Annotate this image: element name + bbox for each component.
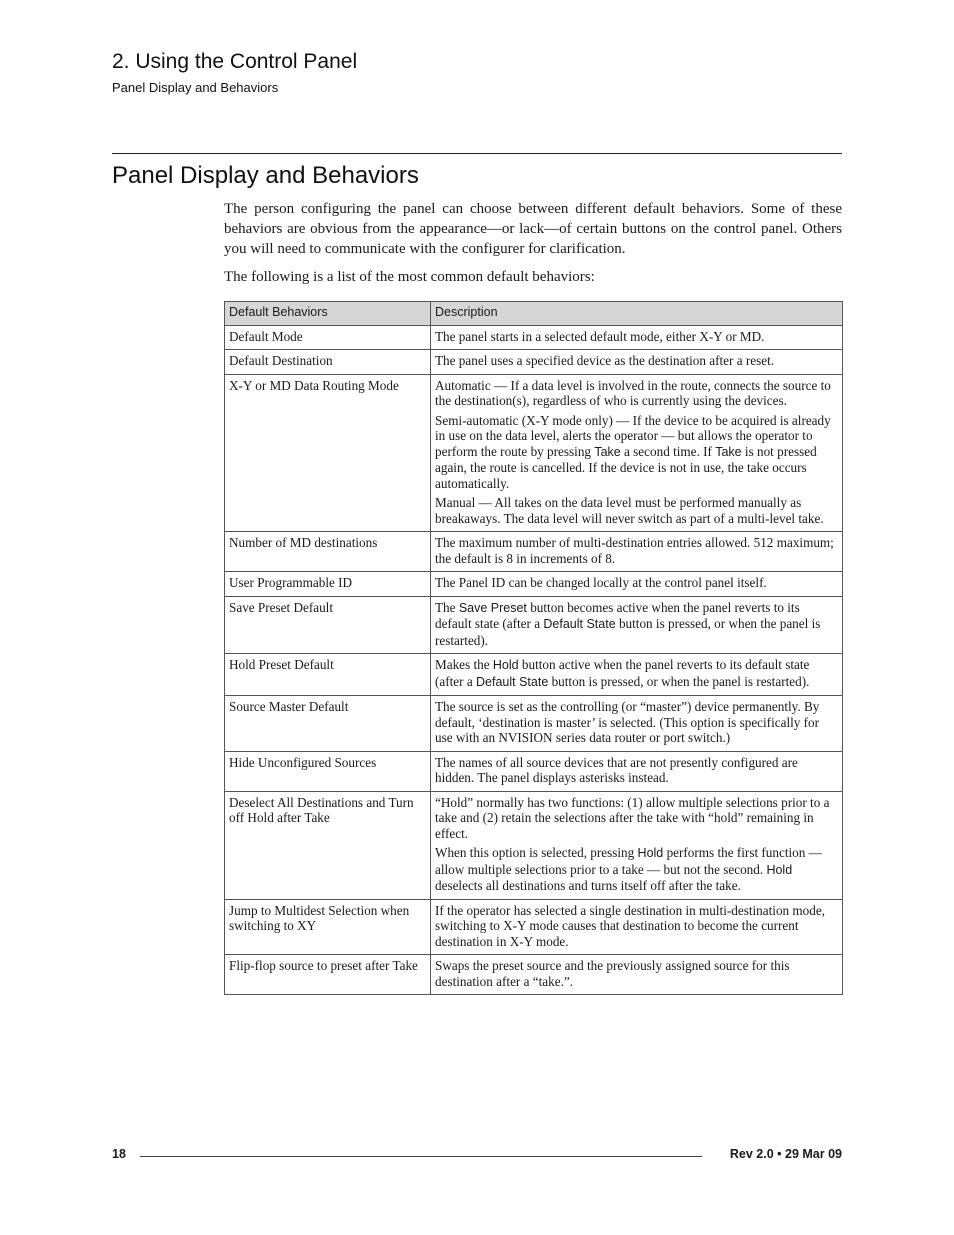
table-header-row (225, 302, 843, 326)
description-paragraph: The maximum number of multi-destination entries allowed. 512 maximum; the default is 8 in increments of 8. (435, 535, 834, 566)
revision-label: Rev 2.0 • 29 Mar 09 (729, 1147, 842, 1161)
button-name-term: Hold (492, 658, 519, 672)
description-paragraph: Semi-automatic (X-Y mode only) — If the device to be acquired is already in use on the data level, alerts the operator — but allows the operator to perform the route by pressing Take a second time. If Take is not pressed again, the route is cancelled. If the device is not in use, the take occurs automatically. (435, 412, 831, 491)
table-row (225, 572, 843, 597)
description-cell (431, 654, 843, 696)
table-row (225, 654, 843, 696)
description-cell (431, 696, 843, 752)
intro-paragraph: The person configuring the panel can choose between different default behaviors. Some of these behaviors are obvious from the appearance—or lack—of certain buttons on the control panel. Others you will need to communicate with the configurer for clarification. (224, 201, 842, 257)
description-paragraph: The source is set as the controlling (or “master”) device permanently. By default, ‘destination is master’ is selected. (This option is specifically for use with an NVISION series data router or port switch.) (435, 699, 820, 745)
description-paragraph: Manual — All takes on the data level must be performed manually as breakaways. The data level will never switch as part of a multi-level take. (435, 495, 824, 526)
table-row (225, 350, 843, 375)
header-divider (112, 153, 842, 154)
button-name-term: Hold (766, 862, 793, 877)
description-paragraph: The panel uses a specified device as the destination after a reset. (435, 353, 775, 368)
table-row (225, 955, 843, 995)
description-cell (431, 572, 843, 597)
table-row (225, 596, 843, 654)
button-name-term: Save Preset (458, 600, 527, 615)
description-paragraph: The panel starts in a selected default mode, either X-Y or MD. (435, 328, 765, 344)
footer-divider (140, 1156, 702, 1157)
list-intro-paragraph: The following is a list of the most common default behaviors: (224, 269, 595, 285)
description-cell (431, 596, 843, 654)
description-cell (431, 532, 843, 572)
description-paragraph: The Panel ID can be changed locally at the control panel itself. (435, 575, 767, 590)
description-paragraph: Automatic — If a data level is involved in the route, connects the source to the destination(s), regardless of who is currently using the devices. (435, 377, 831, 408)
running-header-section: Panel Display and Behaviors (112, 80, 279, 95)
button-name-term: Take (594, 444, 621, 459)
description-cell (431, 374, 843, 532)
button-name-term: Take (715, 444, 742, 459)
table-row (225, 791, 843, 899)
body-text (224, 199, 842, 287)
column-header-description: Description (431, 302, 843, 326)
description-paragraph: The names of all source devices that are not presently configured are hidden. The panel displays asterisks instead. (435, 754, 798, 785)
section-title: Panel Display and Behaviors (112, 162, 419, 189)
description-cell (431, 751, 843, 791)
button-name-term: Hold (637, 846, 664, 860)
description-cell (431, 899, 843, 955)
description-cell (431, 791, 843, 899)
behavior-cell: Hold Preset Default (225, 654, 431, 696)
behavior-cell: Deselect All Destinations and Turn off Hold after Take (225, 791, 431, 899)
description-paragraph: Swaps the preset source and the previously assigned source for this destination after a “take.”. (435, 958, 790, 989)
behavior-cell: Jump to Multidest Selection when switching to XY (225, 899, 431, 955)
behavior-cell: Save Preset Default (225, 596, 431, 654)
description-paragraph: When this option is selected, pressing Hold performs the first function — allow multiple selections prior to a take — but not the second. Hold deselects all destinations and turns itself off after the take. (435, 845, 822, 893)
table-body (225, 325, 843, 995)
table-row (225, 696, 843, 752)
default-behaviors-table (224, 301, 843, 995)
behavior-cell: Default Destination (225, 350, 431, 375)
description-cell (431, 350, 843, 375)
column-header-behaviors: Default Behaviors (225, 302, 431, 326)
description-cell (431, 955, 843, 995)
behavior-cell: User Programmable ID (225, 572, 431, 597)
description-paragraph: Makes the Hold button active when the panel reverts to its default state (after a Default State button is pressed, or when the panel is restarted). (435, 657, 810, 689)
table-row (225, 374, 843, 532)
description-paragraph: If the operator has selected a single destination in multi-destination mode, switching to X-Y mode causes that destination to become the current destination in X-Y mode. (435, 902, 826, 949)
behavior-cell: Flip-flop source to preset after Take (225, 955, 431, 995)
behavior-cell: Hide Unconfigured Sources (225, 751, 431, 791)
table-row (225, 532, 843, 572)
button-name-term: Default State (543, 617, 616, 631)
table-row (225, 751, 843, 791)
page-number: 18 (112, 1147, 126, 1161)
running-header-chapter: 2. Using the Control Panel (112, 50, 358, 73)
button-name-term: Default State (476, 674, 549, 689)
description-paragraph: The Save Preset button becomes active when the panel reverts to its default state (after a Default State button is pressed, or when the panel is restarted). (435, 599, 821, 648)
behavior-cell: X-Y or MD Data Routing Mode (225, 374, 431, 532)
behavior-cell: Default Mode (225, 325, 431, 350)
behavior-cell: Number of MD destinations (225, 532, 431, 572)
description-cell (431, 325, 843, 350)
table-row (225, 899, 843, 955)
description-paragraph: “Hold” normally has two functions: (1) allow multiple selections prior to a take and (2) retain the selections after the take with “hold” remaining in effect. (435, 794, 830, 841)
table-row (225, 325, 843, 350)
behavior-cell: Source Master Default (225, 696, 431, 752)
